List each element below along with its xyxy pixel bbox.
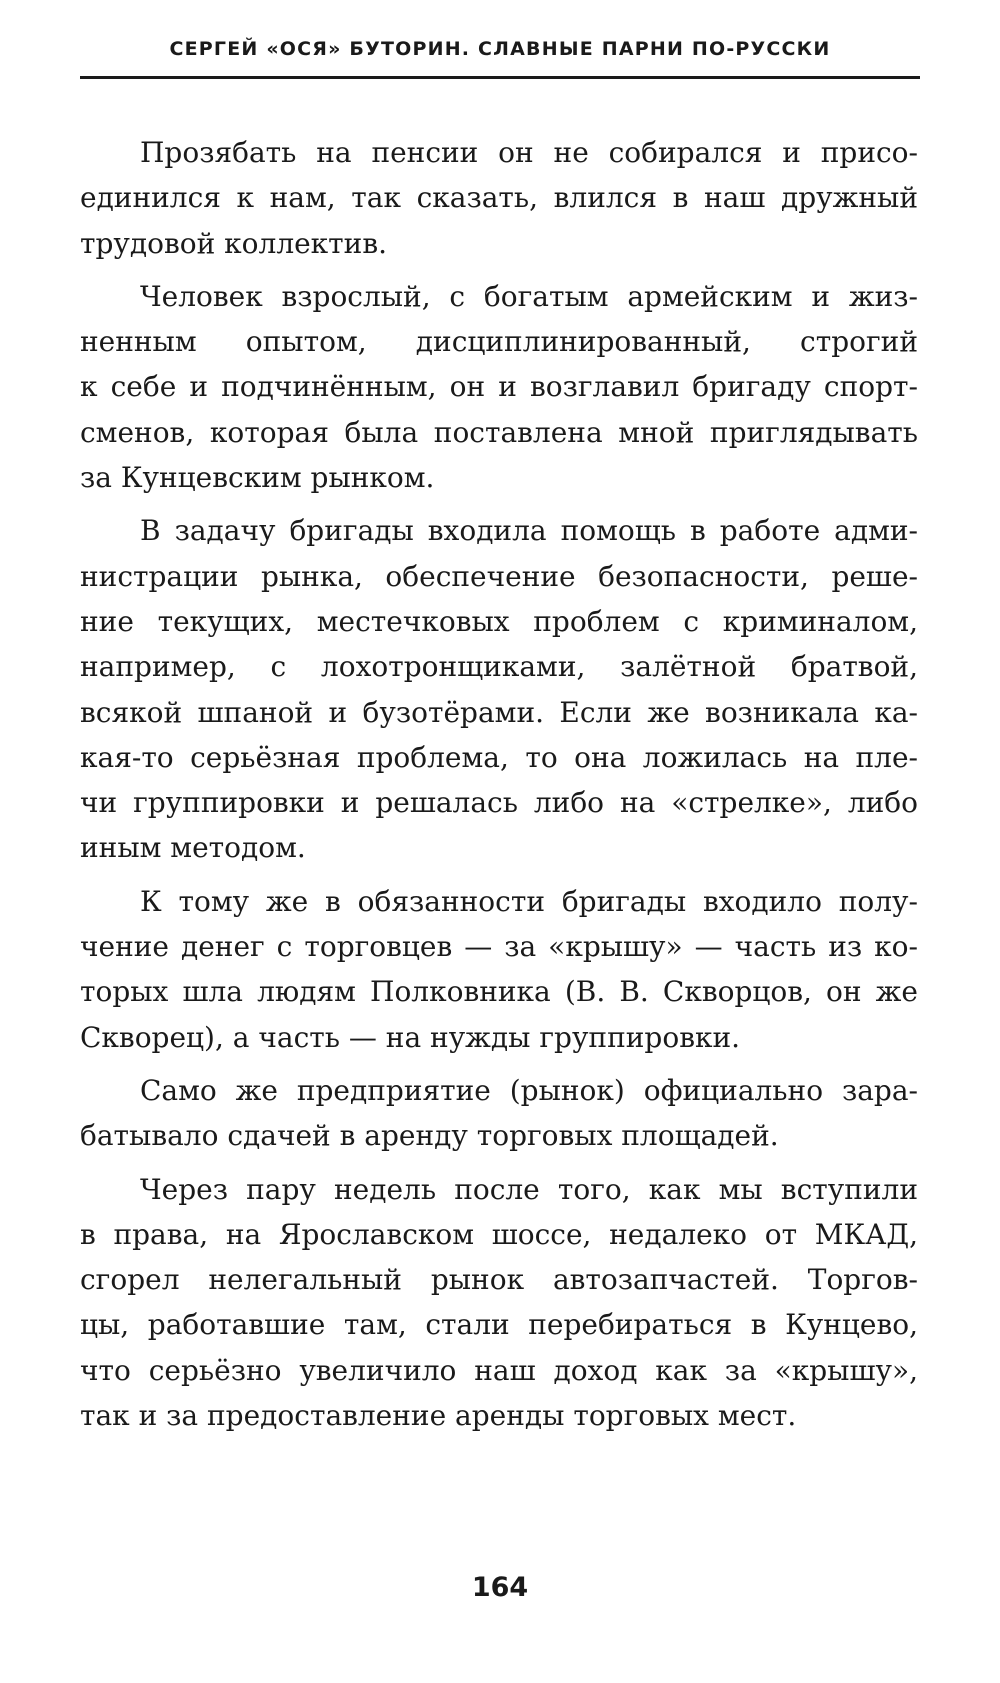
page-number: 164 <box>471 1572 529 1603</box>
text-line: Скворец), а часть — на нужды группировки. <box>80 1020 741 1054</box>
text-line: чение денег с торговцев — за «крышу» — часть из ко- <box>80 930 918 964</box>
paragraph <box>80 879 918 1060</box>
text-line: всякой шпаной и бузотёрами. Если же возникала ка- <box>80 695 918 729</box>
text-line: например, с лохотронщиками, залётной братвой, <box>80 650 918 684</box>
text-line: батывало сдачей в аренду торговых площадей. <box>80 1119 779 1153</box>
text-line: что серьёзно увеличило наш доход как за «крышу», <box>80 1353 918 1387</box>
text-line: иным методом. <box>80 831 306 865</box>
text-line: в права, на Ярославском шоссе, недалеко от МКАД, <box>80 1217 918 1251</box>
paragraph <box>80 1167 918 1439</box>
text-line: ненным опытом, дисциплинированный, строгий <box>80 325 918 359</box>
text-line: Само же предприятие (рынок) официально зара- <box>140 1073 918 1107</box>
paragraph <box>80 274 918 500</box>
text-line: нистрации рынка, обеспечение безопасности, реше- <box>80 559 918 593</box>
header-rule <box>80 76 920 79</box>
text-line: сгорел нелегальный рынок автозапчастей. Торгов- <box>80 1263 918 1297</box>
paragraph <box>80 130 918 266</box>
text-line: к себе и подчинённым, он и возглавил бригаду спорт- <box>80 370 918 404</box>
text-line: кая-то серьёзная проблема, то она ложилась на пле- <box>80 740 918 774</box>
text-line: единился к нам, так сказать, влился в наш дружный <box>80 181 918 215</box>
text-line: ние текущих, местечковых проблем с криминалом, <box>80 604 918 638</box>
text-line: Прозябать на пенсии он не собирался и присо- <box>140 136 918 169</box>
running-head: СЕРГЕЙ «ОСЯ» БУТОРИН. СЛАВНЫЕ ПАРНИ ПО-РУССКИ <box>169 38 831 60</box>
text-line: так и за предоставление аренды торговых мест. <box>80 1399 797 1433</box>
body-text <box>80 130 918 1446</box>
text-line: В задачу бригады входила помощь в работе адми- <box>140 514 918 548</box>
text-line: Человек взрослый, с богатым армейским и жиз- <box>140 279 918 313</box>
text-line: Через пару недель после того, как мы вступили <box>140 1172 918 1206</box>
text-line: за Кунцевским рынком. <box>80 461 435 495</box>
text-line: К тому же в обязанности бригады входило полу- <box>140 884 918 918</box>
text-line: цы, работавшие там, стали перебираться в Кунцево, <box>80 1308 918 1342</box>
text-line: чи группировки и решалась либо на «стрелке», либо <box>80 786 918 820</box>
text-line: сменов, которая была поставлена мной приглядывать <box>80 415 918 449</box>
text-line: торых шла людям Полковника (В. В. Скворцов, он же <box>80 975 918 1009</box>
paragraph <box>80 1068 918 1159</box>
paragraph <box>80 508 918 870</box>
text-line: трудовой коллектив. <box>80 226 387 260</box>
